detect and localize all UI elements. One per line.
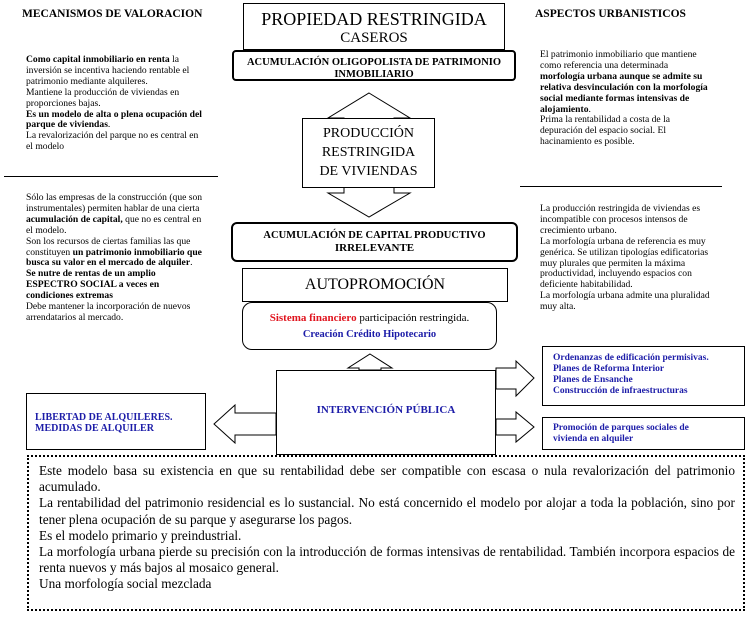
promocion-line2: vivienda en alquiler (553, 434, 634, 444)
right-text-block-1 (540, 50, 714, 148)
financiero-rest-text: participación restringida. (356, 312, 470, 324)
financiero-red-text: Sistema financiero (269, 312, 357, 324)
left-arrow (214, 405, 276, 443)
acumulacion-capital-line2: IRRELEVANTE (334, 242, 415, 254)
produccion-line3: DE VIVIENDAS (319, 164, 418, 179)
left-text-block-1 (26, 55, 203, 153)
ordenanzas-box (542, 346, 745, 406)
left2-text-2: que no es central en el modelo. (26, 213, 202, 236)
right2-text-1: La producción restringida de viviendas es incompatible con procesos intensos de crecimiento urbano. (540, 203, 701, 236)
acumulacion-capital-line1: ACUMULACIÓN DE CAPITAL PRODUCTIVO (263, 230, 486, 241)
intervencion-text: INTERVENCIÓN PÚBLICA (316, 404, 456, 416)
produccion-line2: RESTRINGIDA (321, 145, 416, 160)
left2-text-4: . (190, 257, 193, 269)
acumulacion-oligopolista-box (232, 50, 516, 81)
summary-paragraph: La rentabilidad del patrimonio residencial es lo sustancial. No está concernido el modelo por alojar a toda la población, sino por tener plena ocupación de su parque y asegurarse los pagos. (39, 495, 735, 527)
acumulacion-capital-box (231, 222, 518, 262)
promocion-line1: Promoción de parques sociales de (553, 423, 689, 433)
left2-text-3: Son los recursos de ciertas familias las que constituyen (26, 235, 191, 258)
left2-bold-2: un patrimonio inmobiliario que busca su valor en el mercado de alquiler (26, 246, 202, 269)
left1-text-3: . (107, 119, 111, 131)
left-divider (4, 176, 218, 177)
autopromocion-box (242, 268, 508, 302)
right1-text-1: El patrimonio inmobiliario que mantiene como referencia una determinada (540, 49, 697, 71)
left1-text-2: Mantiene la producción de viviendas en proporciones bajas. (26, 86, 180, 109)
up-arrow (348, 354, 392, 370)
produccion-line1: PRODUCCIÓN (322, 126, 414, 141)
header-aspectos: ASPECTOS URBANISTICOS (535, 8, 686, 20)
right1-text-3: Prima la rentabilidad a costa de la depuración del espacio social. El hacinamiento es posible. (540, 114, 670, 148)
summary-paragraph: Una morfología social mezclada (39, 576, 212, 592)
libertad-line2: MEDIDAS DE ALQUILER (35, 423, 154, 434)
intervencion-box (276, 370, 496, 455)
right1-bold-1: morfología urbana aunque se admite su relativa desvinculación con la morfología social mediante formas intensivas de alojamiento (540, 70, 708, 115)
left2-text-5: Debe mantener la incorporación de nuevos arrendatarios al mercado. (26, 301, 191, 323)
left2-bold-1: acumulación de capital, (26, 213, 123, 225)
libertad-line1: LIBERTAD DE ALQUILERES. (35, 412, 173, 423)
header-mecanismos: MECANISMOS DE VALORACION (22, 8, 203, 20)
right-text-block-2 (540, 204, 717, 313)
financiero-box (242, 302, 497, 350)
left1-bold-2: Es un modelo de alta o plena ocupación del parque de viviendas (26, 108, 202, 131)
left1-text-1: la inversión se incentiva haciendo rentable el patrimonio mediante alquileres. (26, 54, 190, 87)
acumulacion-oligopolista-text: ACUMULACIÓN OLIGOPOLISTA DE PATRIMONIO INMOBILIARIO (246, 57, 502, 80)
summary-paragraph: La morfología urbana pierde su precisión con la introducción de formas intensivas de rentabilidad. También incorpora espacios de renta nuevos y más bajos al mosaico general. (39, 544, 735, 576)
autopromocion-text: AUTOPROMOCIÓN (304, 276, 446, 293)
left-text-block-2 (26, 193, 207, 324)
credito-hipotecario-text: Creación Crédito Hipotecario (302, 329, 437, 340)
ordenanza-item: Planes de Ensanche (553, 375, 633, 385)
produccion-box (302, 118, 435, 188)
right1-text-2: . (588, 103, 591, 115)
left2-text-1: Sólo las empresas de la construcción (que son instrumentales) permiten hablar de una cierta (26, 192, 203, 214)
title-line1: PROPIEDAD RESTRINGIDA (261, 9, 487, 29)
summary-paragraph: Este modelo basa su existencia en que su rentabilidad debe ser compatible con escasa o nula revalorización del patrimonio acumulado. (39, 463, 735, 495)
left1-bold-1: Como capital inmobiliario en renta (26, 54, 170, 65)
summary-paragraph: Es el modelo primario y preindustrial. (39, 527, 242, 543)
right2-text-2: La morfología urbana de referencia es muy genérica. Se utilizan tipologías edificatorias muy plurales que permiten la máxima productividad, incluyendo espacios con deficiente habitabilidad. (540, 235, 709, 291)
right2-text-3: La morfología urbana admite una pluralidad muy alta. (540, 290, 710, 313)
right-arrow-upper (496, 361, 534, 396)
summary-box (27, 455, 745, 611)
title-line2: CASEROS (340, 30, 408, 46)
ordenanza-item: Planes de Reforma Interior (553, 364, 665, 374)
ordenanza-item: Ordenanzas de edificación permisivas. (553, 353, 709, 363)
ordenanza-item: Construcción de infraestructuras (553, 386, 688, 396)
right-arrow-lower (496, 412, 534, 442)
promocion-box (542, 417, 745, 450)
right-divider (520, 186, 722, 187)
libertad-box (26, 393, 206, 450)
left2-bold-3: Se nutre de rentas de un amplio ESPECTRO SOCIAL a veces en condiciones extremas (26, 268, 160, 302)
title-box (243, 3, 505, 50)
left1-text-4: La revalorización del parque no es central en el modelo (26, 130, 199, 153)
